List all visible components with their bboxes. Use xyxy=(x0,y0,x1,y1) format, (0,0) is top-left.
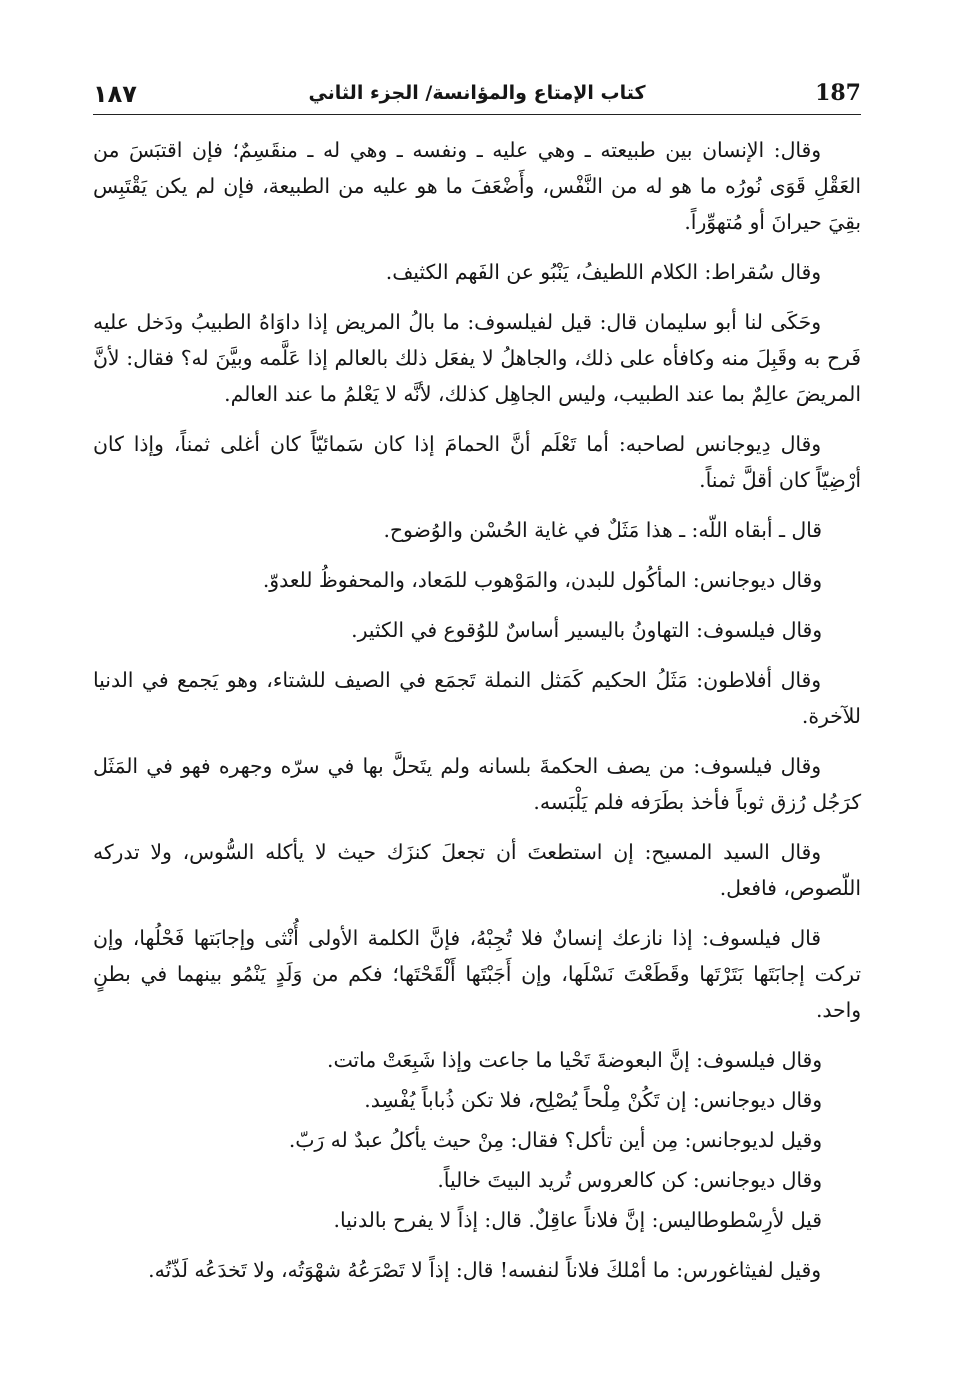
paragraph: قال ـ أبقاه اللّه: ـ هذا مَثَلٌ في غاية الحُسْن والوُضوح. xyxy=(383,518,822,542)
paragraph: وقال ديوجانس: المأكُول للبدن، والمَوْهوب للمَعاد، والمحفوظُ للعدوّ. xyxy=(262,568,822,592)
paragraph: وقيل لفيثاغورس: ما أمْلكَ فلاناً لنفسه! قال: إذاً لا تَصْرَعُهُ شهْوَتُه، ولا تَخدَعُه لَذّتُه. xyxy=(148,1258,821,1282)
paragraph: وقال فيلسوف: التهاونُ باليسير أساسٌ للوُقوع في الكثير. xyxy=(351,618,822,642)
paragraph: وقال السيد المسيح: إن استطعتَ أن تجعلَ كنزَك حيث لا يأكله السُّوس، ولا تدركه اللّصوص، فافعل. xyxy=(93,840,861,900)
running-title: كتاب الإمتاع والمؤانسة/ الجزء الثاني xyxy=(308,82,646,104)
page-header xyxy=(93,78,861,115)
paragraph: وقيل لديوجانس: مِن أين تأكل؟ فقال: مِنْ حيث يأكلُ عبدٌ له رَبّ. xyxy=(288,1128,822,1152)
paragraph: وقال فيلسوف: من يصف الحكمةَ بلسانه ولم يتَحلَّ بها في سرّه وجهره فهو في المَثَل كرَجُل رُزق ثوباً فأخذ بطَرَفه فلم يَلْبَسه. xyxy=(93,754,861,814)
book-page xyxy=(93,78,861,1302)
paragraph: وحَكَى لنا أبو سليمان قال: قيل لفيلسوف: ما بالُ المريض إذا داوَاهُ الطبيبُ ودَخل عليه فَرح به وقَبِلَ منه وكافأه على ذلك، والجاهلُ لا يفعَل ذلك بالعالم إذا عَلَّمه وبيَّنَ له؟ فقال: لأنَّ المريضَ عالِمٌ بما عند الطبيب، وليس الجاهِل كذلك، لأنَّه لا يَعْلمُ ما عند العالم. xyxy=(93,310,861,406)
paragraph: وقال سُقراط: الكلام اللطيفُ، يَنْبُو عن الفَهم الكثيف. xyxy=(385,260,821,284)
paragraph: وقال ديوجانس: إن تَكُنْ مِلْحاً يُصْلِح، فلا تكن ذُباباً يُفْسِد. xyxy=(364,1088,822,1112)
paragraph: وقال فيلسوف: إنَّ البعوضةَ تَحْيا ما جاعت وإذا شَبِعَتْ ماتت. xyxy=(327,1048,822,1072)
paragraph: وقال ديوجانس: كن كالعروس تُريد البيتَ خالياً. xyxy=(437,1168,822,1192)
paragraph: وقال أفلاطون: مَثَلُ الحكيم كَمَثل النملة تَجمَع في الصيف للشتاء، وهو يَجمع في الدنيا للآخرة. xyxy=(93,668,861,728)
page-number-arabic: ١٨٧ xyxy=(93,80,137,108)
paragraph: قال فيلسوف: إذا نازعك إنسانٌ فلا تُجِبْهُ، فإنَّ الكلمة الأولى أُنْثى وإجابَتها فَحْلُها، وإن تركت إجابَتَها بَتَرْتَها وقَطَعْتَ نَسْلَها، وإن أَجَبْتَها أَلْقَحْتَها؛ فكم من وَلَدٍ يَنْمُو بينهما في بطنٍ واحد. xyxy=(93,926,861,1022)
paragraph: وقال: الإنسان بين طبيعته ـ وهي عليه ـ ونفسه ـ وهي له ـ منقَسِمٌ؛ فإن اقتبَسَ من العَقْلِ قَوَى نُورُه ما هو له من النَّفْس، وأَضْعَفَ ما هو عليه من الطبيعة، فإن لم يكن يَقْتَبِس بقِيَ حيرانَ أو مُتهوِّراً. xyxy=(93,138,861,234)
paragraph: قيل لأرِسْطوطاليس: إنَّ فلاناً عاقِلٌ. قال: إذاً لا يفرح بالدنيا. xyxy=(333,1208,822,1232)
paragraph: وقال دِيوجانس لصاحبه: أما تَعْلَم أنَّ الحمامَ إذا كان سَمائيّاً كان أغلى ثمناً، وإذا كان أرْضِيّاً كان أقلَّ ثمناً. xyxy=(93,432,861,492)
page-body xyxy=(93,132,861,1288)
page-number-latin: 187 xyxy=(815,80,861,106)
